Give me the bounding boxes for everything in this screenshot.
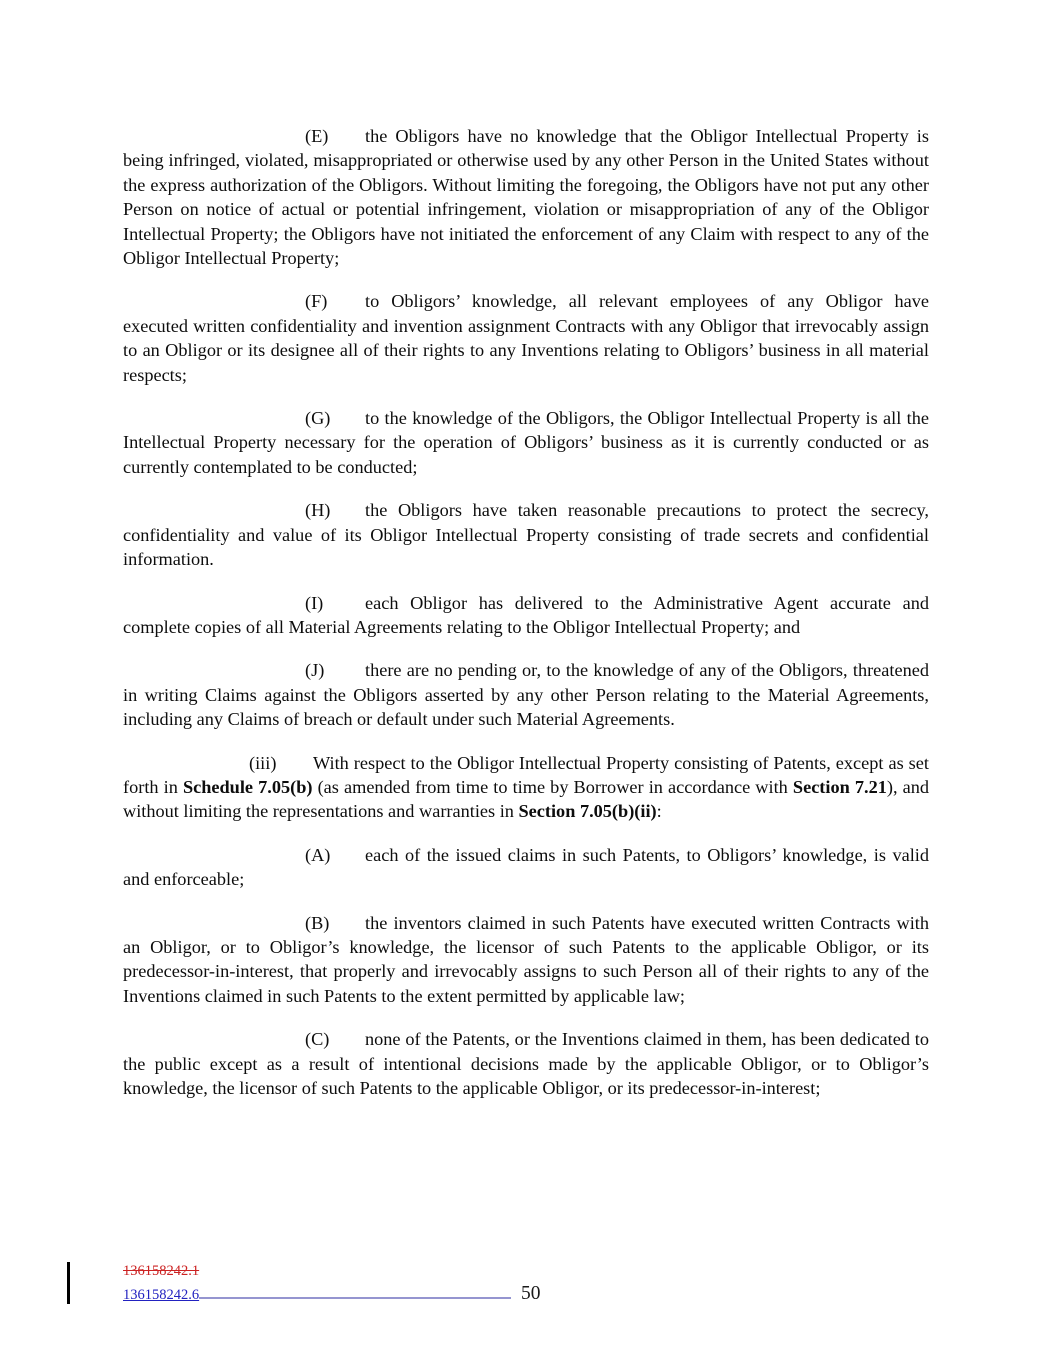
paragraph-text: to Obligors’ knowledge, all relevant employees of any Obligor have executed written confidentiality and invention assignment Contracts with any Obligor that irrevocably assign to an Obligor or its designee all of their rights to any Inventions relating to Obligors’ business in all material respects; xyxy=(123,291,929,385)
paragraph-label: (A) xyxy=(305,844,331,865)
paragraph-iii xyxy=(123,751,929,824)
paragraph-text: the Obligors have taken reasonable precautions to protect the secrecy, confidentiality and value of its Obligor Intellectual Property consisting of trade secrets and confidential information. xyxy=(123,500,929,570)
paragraph-text: : xyxy=(656,801,662,822)
paragraph-label: (H) xyxy=(305,500,331,521)
paragraph-label: (J) xyxy=(305,660,325,681)
paragraph-text: the inventors claimed in such Patents have executed written Contracts with an Obligor, or to Obligor’s knowledge, the licensor of such Patents to the applicable Obligor, or its predecessor-in-interest, that properly and irrevocably assigns to such Person all of their rights to any of the Inventions claimed in such Patents to the extent permitted by applicable law; xyxy=(123,912,929,1006)
paragraph-label: (G) xyxy=(305,408,331,429)
paragraph-label: (B) xyxy=(305,912,330,933)
revision-change-bar xyxy=(67,1262,70,1304)
bold-cross-reference: Schedule 7.05(b) xyxy=(182,776,313,797)
footer-underline-rule xyxy=(199,1283,511,1299)
paragraph-A xyxy=(123,843,929,892)
paragraph-text: there are no pending or, to the knowledge of any of the Obligors, threatened in writing Claims against the Obligors asserted by any other Person relating to the Material Agreements, including any Claims of breach or default under such Material Agreements. xyxy=(123,660,929,730)
paragraph-I xyxy=(123,591,929,640)
paragraph-text: ), and without limiting the representations and warranties in xyxy=(123,776,930,822)
paragraph-E xyxy=(123,124,929,270)
bold-cross-reference: Section 7.05(b)(ii) xyxy=(518,801,657,822)
paragraph-H xyxy=(123,498,929,571)
paragraph-label: (C) xyxy=(305,1029,330,1050)
paragraph-text: (as amended from time to time by Borrower in accordance with xyxy=(312,776,793,797)
footer-new-doc-row xyxy=(123,1283,511,1306)
paragraph-label: (F) xyxy=(305,291,328,312)
paragraph-text: to the knowledge of the Obligors, the Obligor Intellectual Property is all the Intellectual Property necessary for the operation of Obligors’ business as it is currently conducted or as currently contemplated to be conducted; xyxy=(123,408,929,477)
footer-new-doc-number: 136158242.6 xyxy=(123,1287,200,1303)
paragraph-text: each Obligor has delivered to the Administrative Agent accurate and complete copies of all Material Agreements relating to the Obligor Intellectual Property; and xyxy=(123,592,929,637)
paragraph-label: (E) xyxy=(305,126,329,146)
paragraph-text: the Obligors have no knowledge that the Obligor Intellectual Property is being infringed, violated, misappropriated or otherwise used by any other Person in the United States without the express authorization of the Obligors. Without limiting the foregoing, the Obligors have not put any other Person on notice of actual or potential infringement, violation or misappropriation of any of the Obligor Intellectual Property; the Obligors have not initiated the enforcement of any Claim with respect to any of the Obligor Intellectual Property; xyxy=(123,126,929,269)
document-body xyxy=(123,124,929,1119)
footer-old-doc-number: 136158242.1 xyxy=(123,1263,200,1279)
paragraph-J xyxy=(123,658,929,731)
paragraph-G xyxy=(123,406,929,479)
paragraph-text: With respect to the Obligor Intellectual Property consisting of Patents, except as set forth in xyxy=(123,752,929,797)
bold-cross-reference: Section 7.21 xyxy=(792,776,887,797)
paragraph-text: each of the issued claims in such Patents, to Obligors’ knowledge, is valid and enforceable; xyxy=(123,844,929,890)
paragraph-B xyxy=(123,911,929,1009)
paragraph-text: none of the Patents, or the Inventions claimed in them, has been dedicated to the public except as a result of intentional decisions made by the applicable Obligor, or to Obligor’s knowledge, the licensor of such Patents to the applicable Obligor, or its predecessor-in-interest; xyxy=(123,1029,929,1098)
paragraph-label: (I) xyxy=(305,592,324,613)
paragraph-C xyxy=(123,1027,929,1100)
paragraph-label: (iii) xyxy=(249,752,277,773)
page-number: 50 xyxy=(521,1283,541,1304)
paragraph-F xyxy=(123,289,929,387)
